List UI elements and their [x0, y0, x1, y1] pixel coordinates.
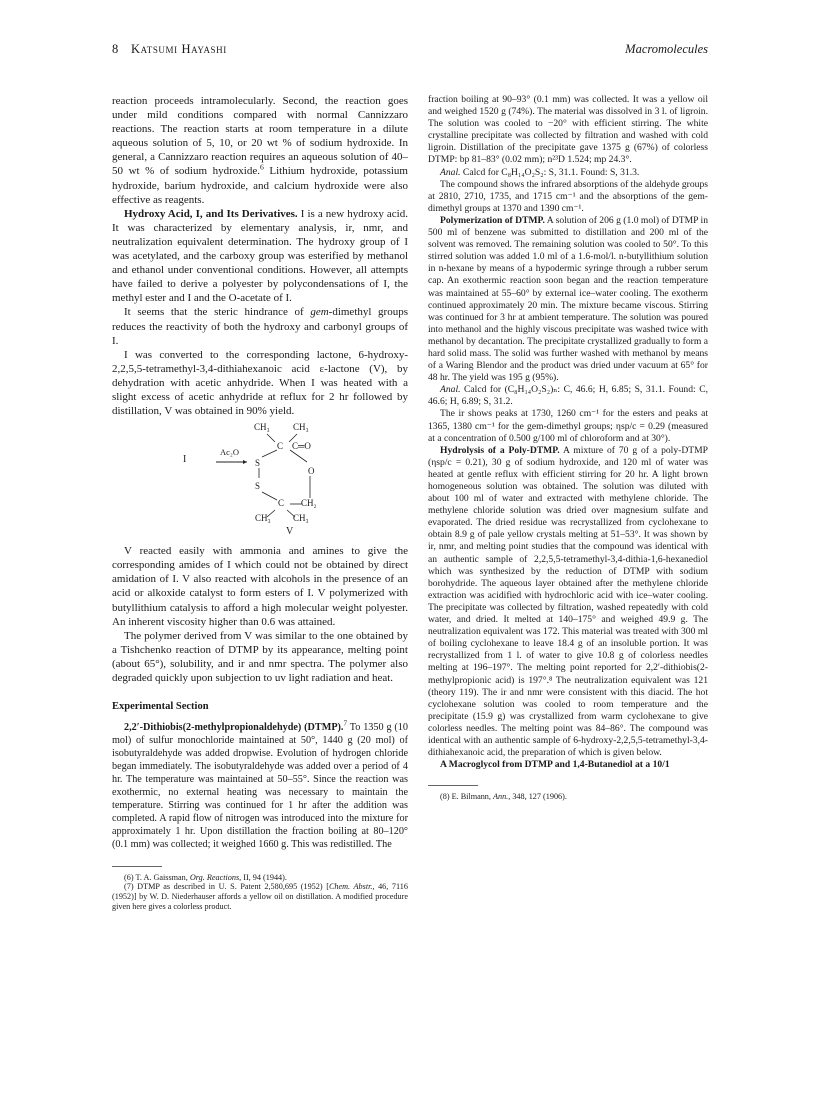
paragraph: Hydroxy Acid, I, and Its Derivatives. I is a new hydroxy acid. It was characterized by elementary analysis, ir, nmr, and neutralization equivalent determination. The hydroxy group of I was acetylated, and the carboxy group was esterified by methanol and ethanol under conventional conditions. However, all attempts have failed to derive a polyester by polycondensations of I, the methyl ester and I and the O-acetate of I. [112, 207, 408, 305]
methyl-label: CH₃ [255, 513, 271, 524]
page-header [112, 42, 708, 58]
paragraph: The compound shows the infrared absorptions of the aldehyde groups at 2810, 2710, 1735, and 1715 cm⁻¹ and the absorptions of the gem-dimethyl groups at 1370 and 1390 cm⁻¹. [428, 178, 708, 214]
carbon-label: C [277, 441, 284, 452]
methyl-label: CH₃ [293, 513, 309, 524]
sulfur-label: S [255, 458, 261, 469]
paragraph: The ir shows peaks at 1730, 1260 cm⁻¹ for the esters and peaks at 1365, 1380 cm⁻¹ for the gem-dimethyl groups; ηsp/c = 0.29 (measured at a concentration of 0.500 g/100 ml of chloroform and at 30°). [428, 408, 708, 444]
run-in-heading: 2,2′-Dithiobis(2-methylpropionaldehyde) (DTMP). [124, 722, 344, 734]
paragraph: reaction proceeds intramolecularly. Second, the reaction goes under mild conditions compared with normal Cannizzaro reactions. The reaction starts at room temperature in a dilute aqueous solution of 5, 10, or 20 wt % of sodium hydroxide. In general, a Cannizzaro reaction requires an aqueous solution of 40–50 wt % of sodium hydroxide.$^6$ Lithium hydroxide, potassium hydroxide, barium hydroxide, and calcium hydroxide were also effective as reagents. [112, 95, 408, 206]
paragraph: It seems that the steric hindrance of gem-dimethyl groups reduces the reactivity of both the hydroxy and carbonyl groups of I. [112, 306, 409, 347]
paragraph: Polymerization of DTMP. A solution of 206 g (1.0 mol) of DTMP in 500 ml of benzene was submitted to distillation and 200 ml of the solvent was removed. The remaining solution was cooled to 50°. To this stirred solution was added 1.0 ml of a 1.6-mol/l. n-butyllithium solution in n-hexane by means of a hypodermic syringe through a rubber serum cap. An exothermic reaction soon began and the reaction temperature was maintained at 55–60° by external ice–water cooling. The exotherm continued approximately 20 min. The mixture became viscous. Stirring was continued for 3 hr at ambient temperature. The solution was poured into methanol and the highly viscous precipitate was washed twice with methanol by decantation. The precipitate crystallized gradually to form a hard solid mass. The solid was further washed with methanol by means of a Waring Blendor and the product was dried under vacuum at 65° for 48 hr. The yield was 195 g (95%). [428, 214, 708, 384]
carbon-label: C [278, 498, 285, 509]
journal-name: Macromolecules [625, 42, 708, 56]
run-in-heading: Polymerization of DTMP. [440, 214, 545, 226]
footnote: (8) E. Bilmann, Ann., 348, 127 (1906). [440, 792, 567, 802]
methyl-label: CH₃ [293, 422, 309, 433]
run-in-heading: A Macroglycol from DTMP and 1,4-Butanediol at a 10/1 [440, 759, 670, 771]
paragraph: Anal. Calcd for (C₈H₁₄O₂S₂)ₙ: C, 46.6; H, 6.85; S, 31.1. Found: C, 46.6; H, 6.89; S, 31.2. [428, 384, 708, 408]
paragraph: I was converted to the corresponding lactone, 6-hydroxy-2,2,5,5-tetramethyl-3,4-dithiahexanoic acid ε-lactone (V), by dehydration with acetic anhydride. When I was heated with a slight excess of acetic anhydride at reflux for 2 hr followed by distillation, V was obtained in 90% yield. [112, 348, 408, 418]
footnote: (7) DTMP as described in U. S. Patent 2,580,695 (1952) [Chem. Abstr., 46, 7116 (1952)] by W. D. Niederhauser affords a yellow oil on distillation. A modified procedure given here gives a colorless product. [112, 882, 408, 911]
product-label: V [286, 526, 294, 538]
methylene-label: CH₂ [301, 498, 317, 509]
reagent-label: Ac₂O [220, 447, 240, 458]
footnote-rule [428, 785, 478, 786]
paragraph: Anal. Calcd for C₈H₁₄O₂S₂: S, 31.1. Found: S, 31.3. [440, 166, 640, 178]
reactant-label: I [183, 454, 187, 466]
paragraph: The polymer derived from V was similar to the one obtained by a Tishchenko reaction of DTMP by its appearance, melting point (about 65°), solubility, and ir and nmr spectra. The polymer also degraded quickly upon subjection to uv light radiation and heat. [112, 629, 408, 684]
footnote-rule [112, 866, 162, 867]
left-column [112, 94, 408, 912]
page-number: 8 [112, 42, 119, 56]
paragraph: Hydrolysis of a Poly-DTMP. A mixture of 70 g of a poly-DTMP (ηsp/c = 0.21), 30 g of sodium hydroxide, and 120 ml of water was heated at gentle reflux with efficient stirring for 20 hr. A light brown homogeneous solution was obtained. The solution was diluted with about 100 ml of water and extracted with methylene chloride. The methylene chloride solution was dried over magnesium sulfate and evaporated. The dried residue was recrystallized from cyclohexane to obtain 8.9 g of pale yellow crystals melting at 51–53°. It was shown by ir, nmr, and melting point studies that the compound was identical with an authentic sample of 2,2,5,5-tetramethyl-3,4-dithia-1,6-hexanediol which was synthesized by the reduction of DTMP with sodium borohydride. The aqueous layer obtained after the methylene chloride extraction was acidified with hydrochloric acid with ice–water cooling. The precipitate was collected by filtration, washed repeatedly with cold water, and dried. It melted at 140–175° and weighed 49.9 g. The neutralization equivalent was 172. This material was treated with 300 ml of boiling cyclohexane to leave 18.4 g of an insoluble portion. It was recrystallized from 1 l. of water to give 10.8 g of colorless needles melting at 196–197°. The melting point reported for 2,2′-dithiobis(2-methylpropionic acid) is 197°.⁸ The neutralization equivalent was 121 (theory 119). The ir and nmr were consistent with this diacid. The hot cyclohexane solution was cooled to room temperature and the precipitate (15.9 g) was crystallized from warm cyclohexane to give colorless needles. The melting point was 84–86°. The compound was identical with an authentic sample of 6-hydroxy-2,2,5,5-tetramethyl-3,4-dithiahexanoic acid, the preparation of which is given below. [428, 444, 708, 759]
carbonyl-label: C═O [292, 441, 311, 452]
oxygen-label: O [308, 466, 315, 477]
run-in-heading: Hydrolysis of a Poly-DTMP. [440, 444, 560, 456]
paragraph [428, 759, 708, 771]
footnote: (6) T. A. Gaissman, Org. Reactions, II, 94 (1944). [124, 872, 287, 882]
sulfur-label: S [255, 481, 261, 492]
lactone-scheme [112, 420, 408, 538]
running-author: Katsumi Hayashi [131, 42, 227, 56]
paragraph: V reacted easily with ammonia and amines to give the corresponding amides of I which could not be obtained by direct amidation of I. V also reacted with alcohols in the presence of an acid or alkoxide catalyst to form esters of I. V polymerized with butyllithium catalysis to afford a high molecular weight polyester. An inherent viscosity higher than 0.6 was attained. [112, 545, 408, 628]
paragraph: fraction boiling at 90–93° (0.1 mm) was collected. It was a yellow oil and weighed 1520 g (74%). The material was dissolved in 3 l. of ligroin. The solution was cooled to −20° with efficient stirring. The white crystalline precipitate was collected by filtration and washed with cold ligroin. Distillation of the precipitate gave 1375 g (67%) of colorless DTMP: bp 81–83° (0.02 mm); n²³D 1.524; mp 24.3°. [428, 94, 708, 166]
run-in-heading: Hydroxy Acid, I, and Its Derivatives. [124, 207, 298, 220]
section-title: Experimental Section [112, 701, 209, 713]
methyl-label: CH₃ [254, 422, 270, 433]
paragraph: 2,2′-Dithiobis(2-methylpropionaldehyde) (DTMP).$^7$ To 1350 g (10 mol) of sulfur monochloride maintained at 50°, 1440 g (20 mol) of isobutyraldehyde was added dropwise. Evolution of hydrogen chloride began immediately. The isobutyraldehyde was added over a period of 4 hr. The temperature was maintained at 50–55°. Since the reaction was exothermic, no external heating was necessary to maintain the temperature. Stirring was continued for 1 hr after the addition was completed. A rapid flow of nitrogen was introduced into the mixture for approximately 1 hr. Upon distillation the fraction boiling at 80–120° (0.1 mm) was collected; it weighed 1660 g. This was redistilled. The [112, 719, 408, 850]
right-column [428, 94, 708, 802]
